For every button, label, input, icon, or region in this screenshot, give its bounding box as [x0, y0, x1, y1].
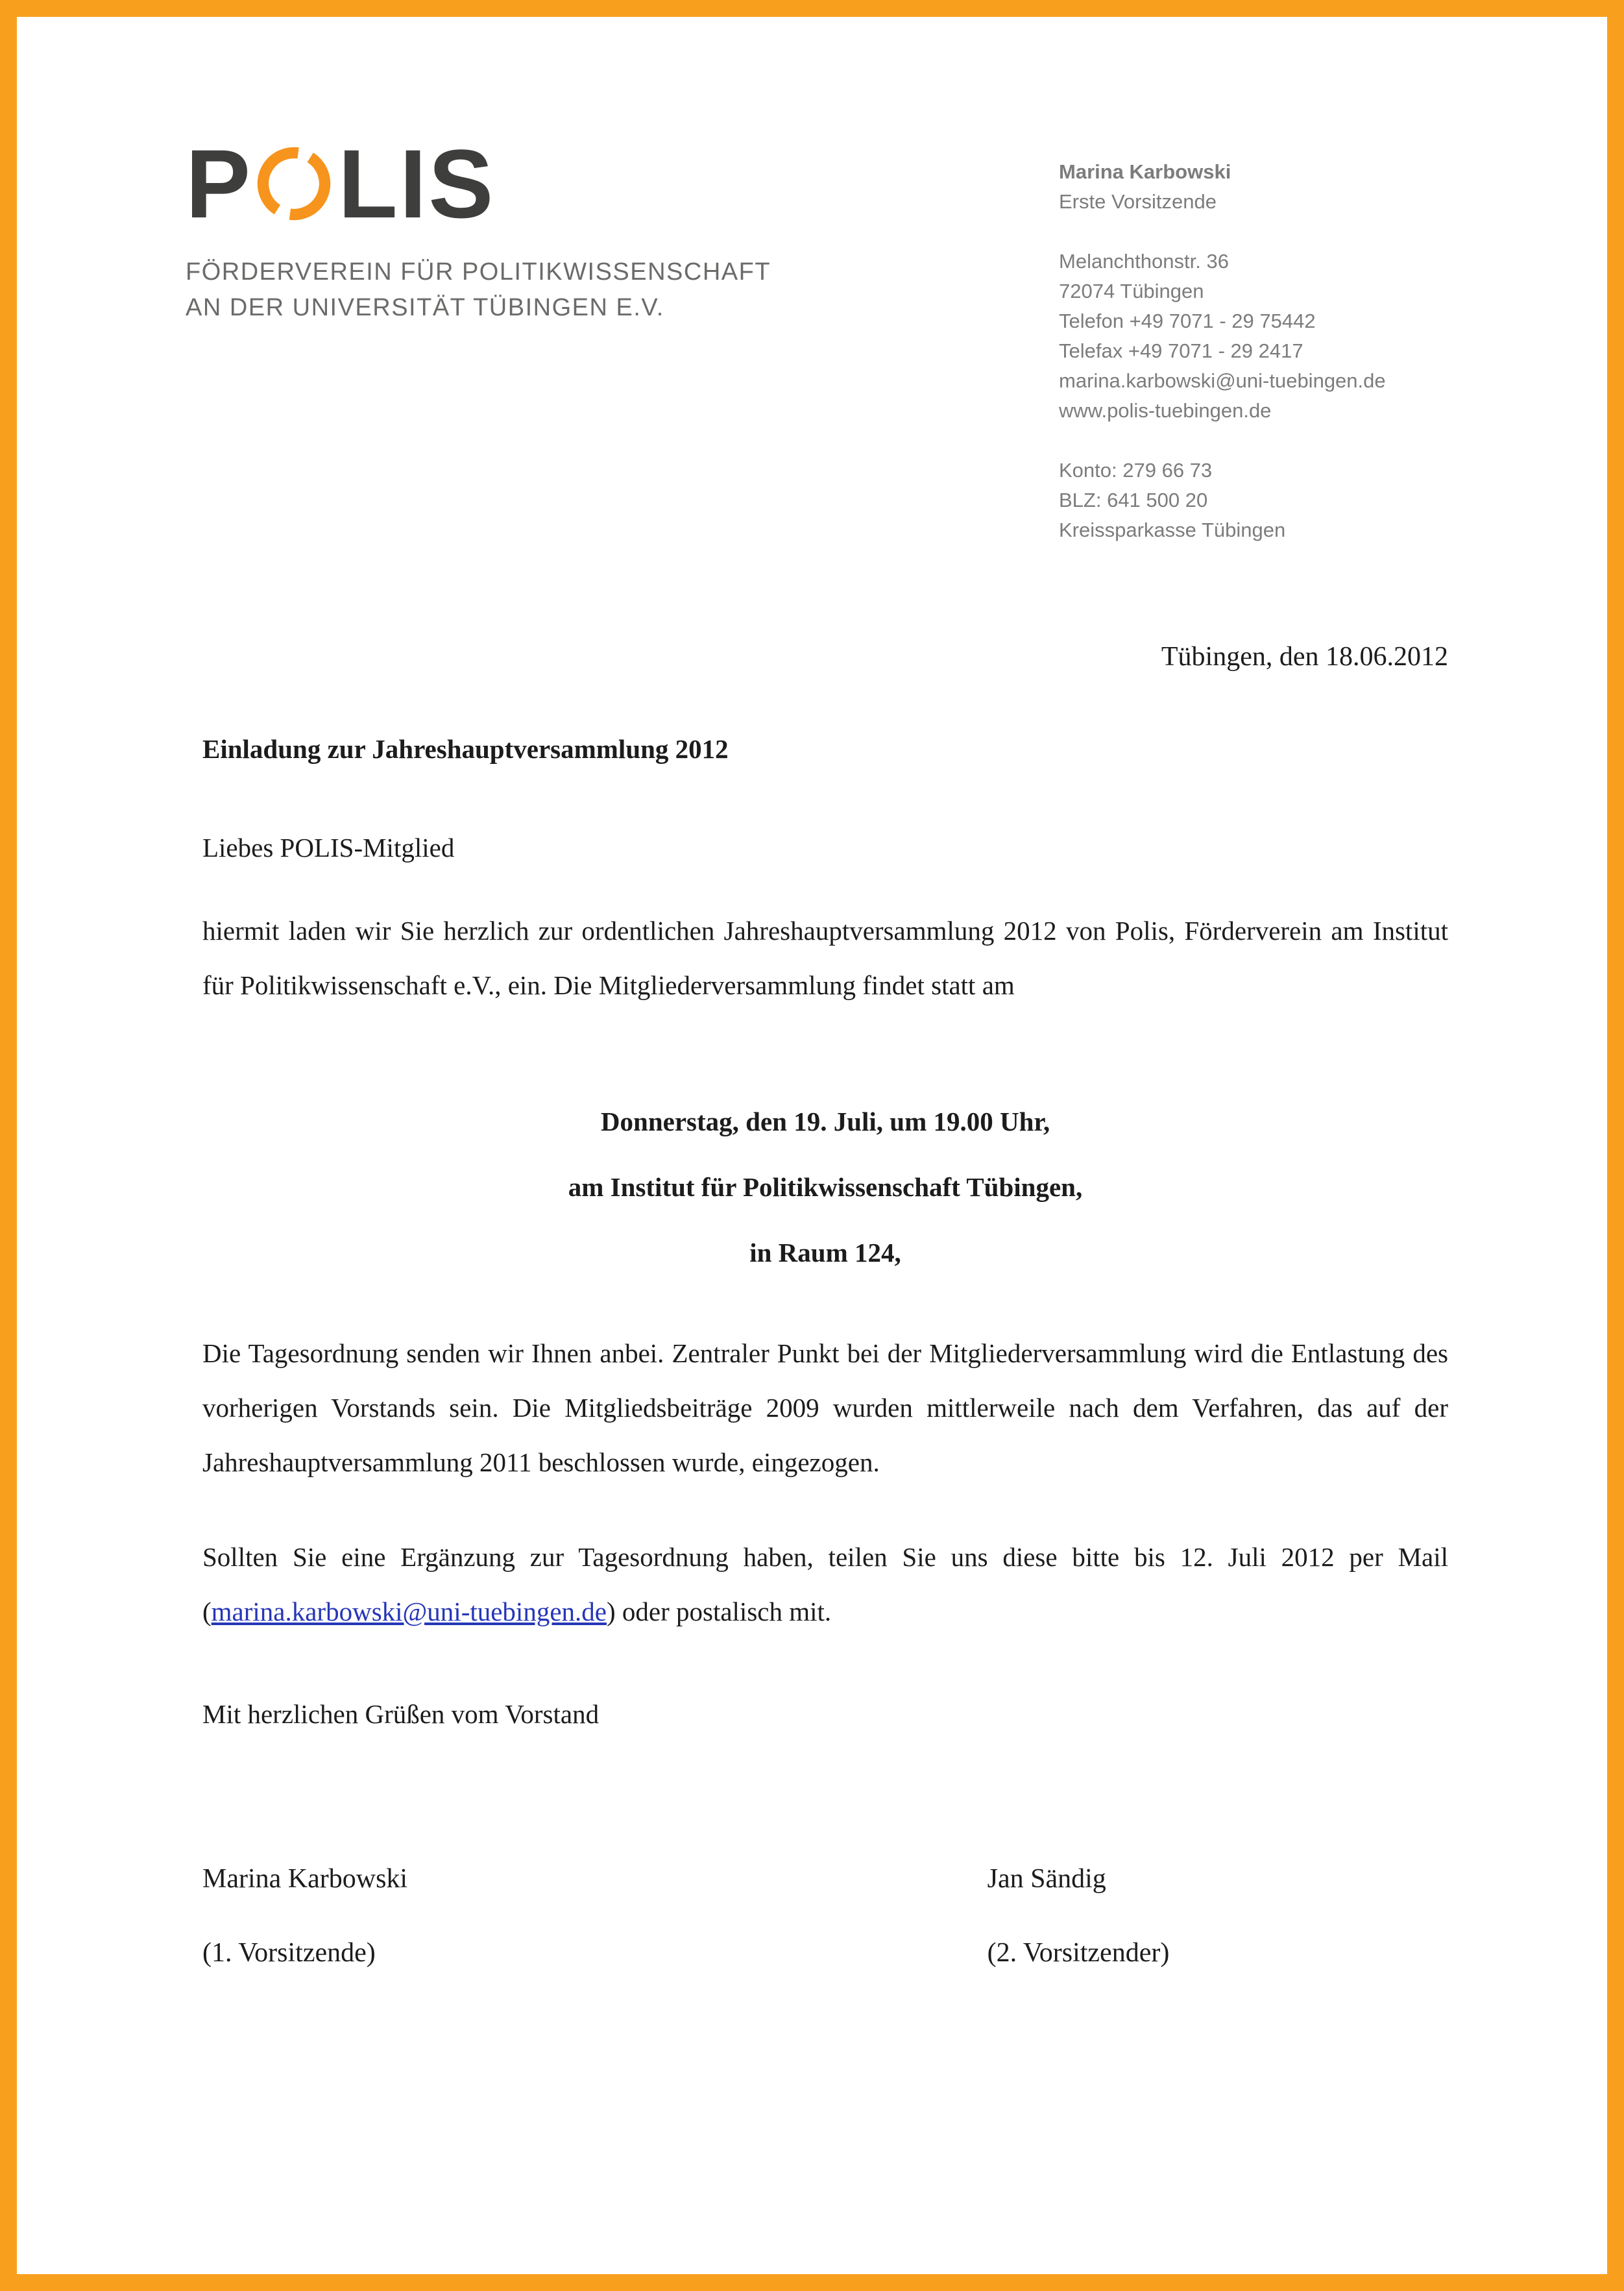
email-link[interactable]: marina.karbowski@uni-tuebingen.de: [211, 1597, 607, 1626]
paragraph-additions: [202, 1530, 1448, 1639]
paragraph-additions-before: Sollten Sie eine Ergänzung zur Tagesordnung haben, teilen Sie uns diese bitte bis 12. Juli 2012 per Mail (: [202, 1542, 1448, 1626]
event-room: in Raum 124,: [749, 1238, 901, 1268]
polis-logo: [186, 129, 771, 326]
polis-logo-o-icon: [256, 146, 332, 221]
signer-name-right: Jan Sändig: [987, 1864, 1106, 1894]
signer-name-left: Marina Karbowski: [202, 1864, 408, 1894]
paragraph-intro: hiermit laden wir Sie herzlich zur ordentlichen Jahreshauptversammlung 2012 von Polis, Förderverein am Institut für Politikwissenschaft e.V., ein. Die Mitgliederversammlung findet statt am: [202, 916, 1448, 1000]
contact-blz: BLZ: 641 500 20: [1059, 489, 1208, 511]
contact-email: marina.karbowski@uni-tuebingen.de: [1059, 369, 1386, 392]
paragraph-agenda: Die Tagesordnung senden wir Ihnen anbei. Zentraler Punkt bei der Mitgliederversammlung wird die Entlastung des vorherigen Vorstands sein. Die Mitgliedsbeiträge 2009 wurden mittlerweile nach dem Verfahren, das auf der Jahreshauptversammlung 2011 beschlossen wurde, eingezogen.: [202, 1338, 1448, 1477]
closing-line: Mit herzlichen Grüßen vom Vorstand: [202, 1699, 600, 1729]
subject-line: Einladung zur Jahreshauptversammlung 2012: [202, 734, 729, 764]
contact-city: 72074 Tübingen: [1059, 280, 1204, 302]
signature-block: [202, 1863, 1448, 1968]
contact-account: Konto: 279 66 73: [1059, 459, 1213, 482]
signature-right: [988, 1863, 1448, 1968]
logo-letters-lis: LIS: [338, 129, 496, 238]
dateline: Tübingen, den 18.06.2012: [1161, 642, 1448, 672]
contact-bank: Kreissparkasse Tübingen: [1059, 519, 1286, 541]
org-name-line1: FÖRDERVEREIN FÜR POLITIKWISSENSCHAFT: [186, 258, 771, 286]
event-details: [202, 1089, 1448, 1286]
signer-role-left: (1. Vorsitzende): [202, 1938, 376, 1968]
paragraph-additions-after: ) oder postalisch mit.: [606, 1597, 832, 1626]
salutation: Liebes POLIS-Mitglied: [202, 833, 455, 863]
contact-phone: Telefon +49 7071 - 29 75442: [1059, 310, 1316, 332]
contact-role: Erste Vorsitzende: [1059, 190, 1217, 213]
logo-letter-p: P: [186, 129, 253, 238]
polis-logo-wordmark: [186, 129, 771, 238]
contact-website: www.polis-tuebingen.de: [1059, 399, 1272, 422]
contact-block: [1059, 121, 1448, 545]
contact-fax: Telefax +49 7071 - 29 2417: [1059, 339, 1303, 362]
contact-spacer: [1059, 426, 1448, 456]
contact-street: Melanchthonstr. 36: [1059, 250, 1229, 273]
letterhead: [186, 121, 1448, 545]
signer-role-right: (2. Vorsitzender): [987, 1938, 1170, 1968]
contact-name: Marina Karbowski: [1059, 160, 1231, 183]
contact-spacer: [1059, 217, 1448, 247]
letter-body: [186, 641, 1448, 1968]
signature-left: [202, 1863, 988, 1968]
org-name-line2: AN DER UNIVERSITÄT TÜBINGEN E.V.: [186, 294, 664, 321]
event-datetime: Donnerstag, den 19. Juli, um 19.00 Uhr,: [600, 1107, 1050, 1136]
event-location: am Institut für Politikwissenschaft Tübingen,: [568, 1172, 1083, 1202]
